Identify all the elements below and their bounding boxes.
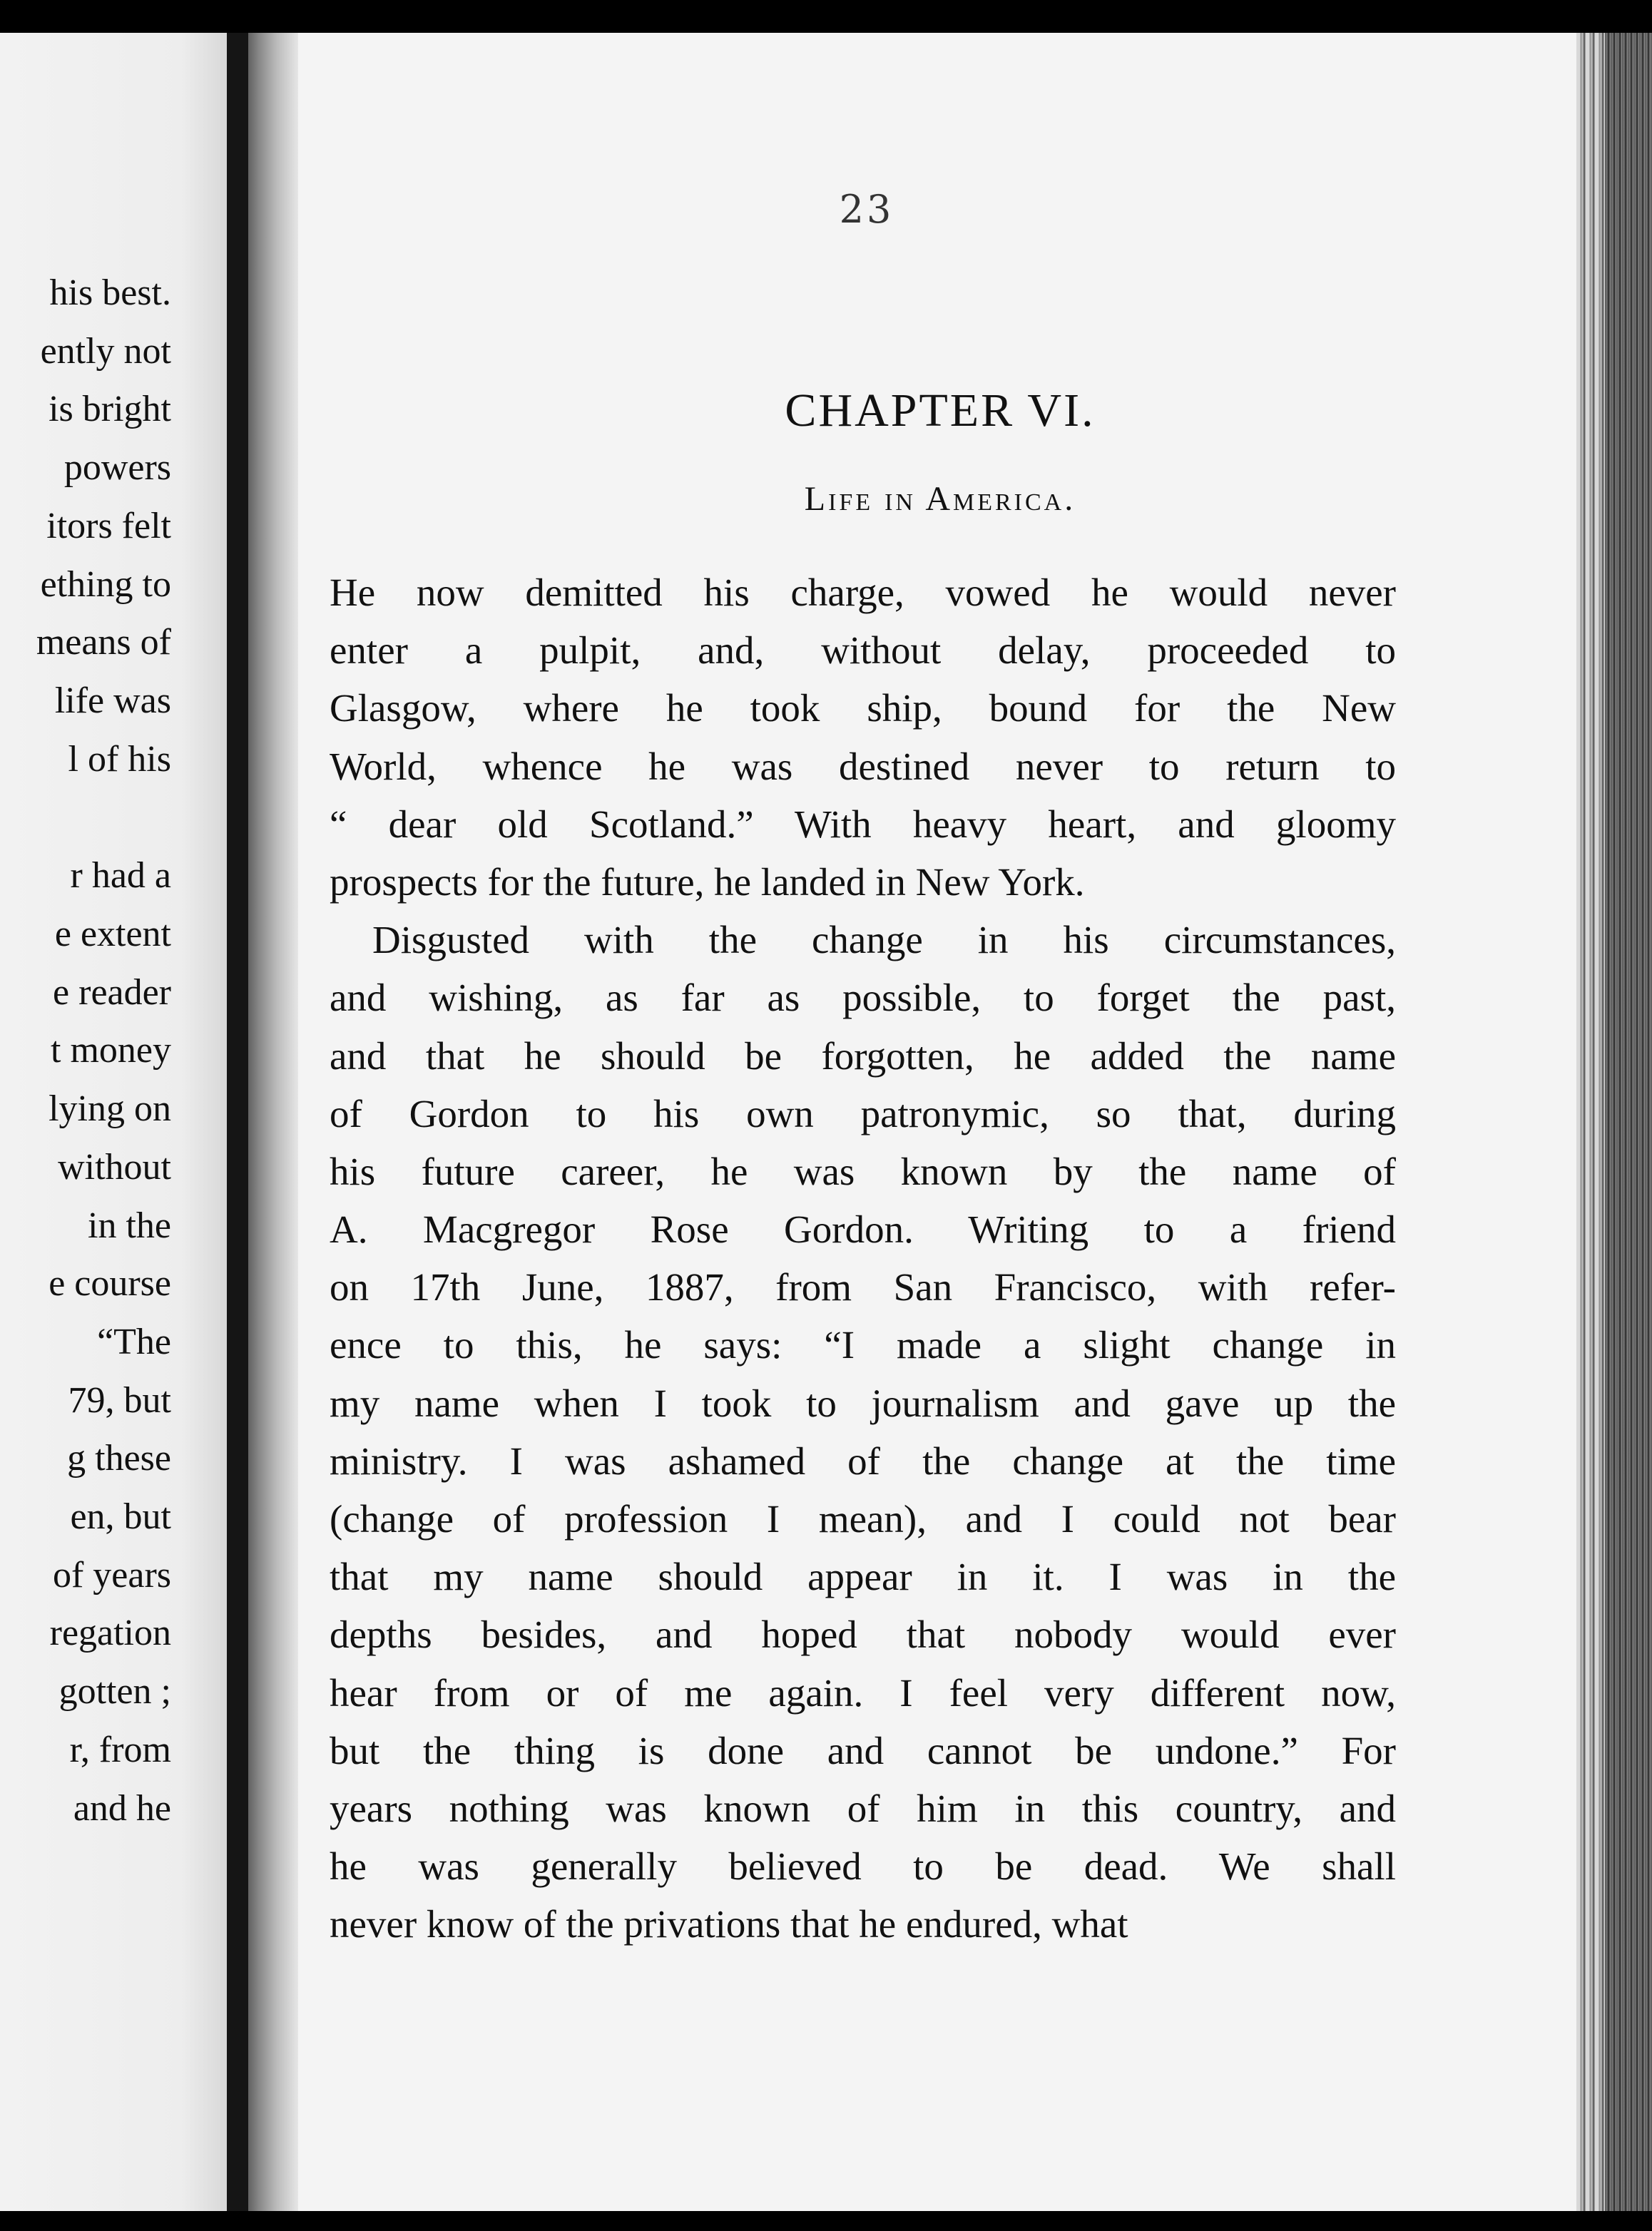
left-page-line: g these xyxy=(67,1438,171,1479)
text-line: ence to this, he says: “I made a slight change in xyxy=(330,1323,1396,1367)
text-line: (change of profession I mean), and I could not bear xyxy=(330,1497,1396,1541)
text-line: but the thing is done and cannot be undone.” For xyxy=(330,1728,1396,1772)
left-page-line: e reader xyxy=(53,971,171,1013)
left-page-line xyxy=(36,788,171,847)
text-line: on 17th June, 1887, from San Francisco, with refer- xyxy=(330,1265,1396,1310)
left-page-line: life was xyxy=(54,680,171,721)
text-line: World, whence he was destined never to return to xyxy=(330,744,1396,788)
text-line: he was generally believed to be dead. We shall xyxy=(330,1844,1396,1889)
left-page-line: e extent xyxy=(54,914,171,955)
left-page-line: l of his xyxy=(68,738,171,780)
left-page-line: r, from xyxy=(69,1729,171,1770)
left-page-line: “The xyxy=(97,1321,171,1362)
left-page-line: regation xyxy=(49,1613,171,1654)
text-line: my name when I took to journalism and gave up the xyxy=(330,1381,1396,1425)
text-line: hear from or of me again. I feel very different now, xyxy=(330,1670,1396,1715)
left-page-line: gotten ; xyxy=(58,1671,171,1712)
text-line: He now demitted his charge, vowed he would never xyxy=(330,571,1396,614)
paragraph xyxy=(330,911,1396,1953)
page-edges-dark xyxy=(1605,33,1652,2211)
text-line: his future career, he was known by the name of xyxy=(330,1149,1396,1193)
text-line: Glasgow, where he took ship, bound for the New xyxy=(330,686,1396,730)
left-page-line: of years xyxy=(52,1554,171,1596)
chapter-subtitle: Life in America. xyxy=(804,480,1076,518)
left-page-line: ething to xyxy=(40,563,171,605)
text-line: A. Macgregor Rose Gordon. Writing to a friend xyxy=(330,1208,1396,1252)
text-line: enter a pulpit, and, without delay, proceeded to xyxy=(330,628,1396,673)
left-page-text xyxy=(36,264,171,1837)
chapter-title: CHAPTER VI. xyxy=(785,384,1096,436)
left-page-line: ently not xyxy=(40,330,171,372)
left-page-line: 79, but xyxy=(68,1379,171,1421)
left-page-line: in the xyxy=(88,1205,171,1246)
left-page-line: en, but xyxy=(70,1496,171,1538)
left-page-line: is bright xyxy=(49,389,171,430)
text-line: and wishing, as far as possible, to forget the past, xyxy=(330,976,1396,1020)
left-page-line: e course xyxy=(49,1263,171,1305)
page-number: 23 xyxy=(839,187,894,232)
text-line: of Gordon to his own patronymic, so that, during xyxy=(330,1091,1396,1135)
text-line: ministry. I was ashamed of the change at the time xyxy=(330,1439,1396,1483)
left-page-line: means of xyxy=(36,622,171,663)
text-line: never know of the privations that he endured, what xyxy=(330,1902,1128,1946)
body-text xyxy=(330,563,1396,1954)
scan-border-bottom xyxy=(0,2211,1652,2231)
text-line: prospects for the future, he landed in New York. xyxy=(330,859,1085,904)
left-page-line: his best. xyxy=(49,272,171,313)
gutter-shadow xyxy=(227,33,248,2211)
paragraph xyxy=(330,563,1396,911)
text-line: that my name should appear in it. I was in the xyxy=(330,1555,1396,1599)
left-page-line: r had a xyxy=(70,855,171,897)
scan-border-top xyxy=(0,0,1652,33)
left-page-line: itors felt xyxy=(46,505,171,546)
left-page-line: powers xyxy=(63,447,171,489)
left-page-line: and he xyxy=(73,1787,171,1829)
text-line: Disgusted with the change in his circumstances, xyxy=(372,918,1396,962)
text-line: depths besides, and hoped that nobody would ever xyxy=(330,1613,1396,1657)
left-page xyxy=(0,33,227,2211)
left-page-line: without xyxy=(58,1146,171,1188)
text-line: “ dear old Scotland.” With heavy heart, and gloomy xyxy=(330,802,1396,846)
text-line: and that he should be forgotten, he added the name xyxy=(330,1033,1396,1078)
left-page-line: lying on xyxy=(49,1088,171,1130)
left-page-line: t money xyxy=(51,1030,171,1071)
text-line: years nothing was known of him in this country, and xyxy=(330,1786,1396,1830)
